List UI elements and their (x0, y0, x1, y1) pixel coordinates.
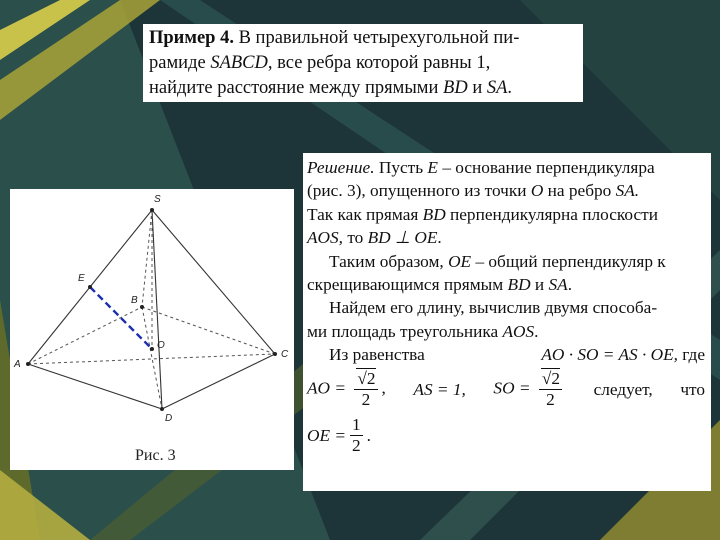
solution-text-span: то (347, 228, 364, 248)
area-equation: AO · SO = AS · OE, (541, 345, 678, 365)
so-fraction (539, 369, 562, 410)
line-bd: BD (443, 78, 468, 98)
values-row: AO = $\frac{√2}{2}$ , AS = 1, SO = $\frac{√2}{2}$ следует, что (307, 369, 705, 410)
denominator: 2 (546, 390, 555, 410)
label-c: C (281, 349, 289, 360)
label-a: A (14, 359, 21, 370)
point-s (150, 208, 154, 212)
ao-fraction (354, 369, 377, 410)
label-o: O (157, 340, 165, 351)
solution-text-span: перпендикулярна плоскости (450, 204, 658, 224)
solution-text-span: где (682, 345, 705, 365)
figure-card (10, 189, 294, 470)
solution-text-span: (рис. 3), опущенного из точки (307, 181, 527, 201)
ao-label: AO = (307, 378, 347, 398)
point-e (88, 285, 92, 289)
edge-sd (152, 210, 162, 409)
solution-text-span: Найдем его длину, вычислив двумя способа- (329, 298, 658, 318)
solution-text-span: . (366, 425, 371, 445)
pyramid-figure (10, 189, 294, 470)
point-b (140, 305, 144, 309)
problem-text: рамиде (149, 53, 206, 73)
sqrt-two: √2 (357, 369, 376, 389)
solution-label: Решение. (307, 158, 375, 177)
problem-label: Пример 4. (149, 28, 234, 48)
solution-text-span: на ребро (547, 181, 612, 201)
solution-text-span: Таким образом, (329, 251, 444, 271)
triangle-aos-ref: AOS (502, 321, 535, 341)
solution-text-span: . (534, 321, 539, 341)
solution-text-span: Пусть (378, 158, 424, 177)
edge-sc (152, 210, 275, 354)
oe-fraction (350, 415, 363, 456)
figure-caption: Рис. 3 (135, 447, 176, 464)
solution-text-span: . (567, 275, 573, 295)
result-row (307, 413, 705, 459)
edge-sb (142, 210, 152, 307)
line-bd-ref: BD (422, 204, 446, 224)
problem-text: В правильной четырехугольной пи- (238, 28, 520, 48)
line-bd-ref: BD (507, 275, 531, 295)
pyramid-name: SABCD (210, 53, 268, 73)
point-c (273, 352, 277, 356)
denominator: 2 (361, 390, 371, 410)
as-value: AS = 1, (413, 379, 466, 399)
solution-text-span: – общий перпендикуляр к (475, 251, 666, 271)
plane-aos-ref: AOS, (307, 228, 343, 248)
edge-dc (162, 354, 275, 409)
solution-text (303, 153, 711, 491)
problem-text: найдите расстояние между прямыми (149, 78, 439, 98)
edge-sa-ref: SA. (615, 181, 640, 201)
sqrt-two: √2 (541, 369, 560, 389)
label-s: S (154, 194, 161, 205)
perpendicular-statement: BD ⊥ OE (367, 228, 438, 248)
edge-ab (28, 307, 142, 364)
point-o-ref: O (530, 181, 544, 201)
edge-sa-ref: SA (548, 275, 568, 295)
denominator: 2 (352, 436, 361, 456)
point-a (26, 362, 30, 366)
solution-text-span: что (680, 379, 705, 399)
line-sa: SA (486, 78, 508, 98)
solution-text-span: и (534, 275, 545, 295)
label-b: B (131, 295, 138, 306)
segment-oe-ref: OE (448, 251, 472, 271)
solution-text-span: . (437, 228, 442, 248)
solution-text-span: следует, (593, 379, 653, 399)
label-e: E (78, 273, 85, 284)
point-o (150, 347, 154, 351)
solution-text-span: Так как прямая (307, 204, 419, 224)
solution-text-span: ми площадь треугольника (307, 321, 499, 341)
solution-text-span: – основание перпендикуляра (442, 158, 655, 177)
problem-text: , все ребра которой равны 1, (267, 53, 491, 73)
problem-text: и (472, 78, 483, 98)
solution-text-span: Из равенства (329, 345, 425, 365)
edge-ad (28, 364, 162, 409)
problem-statement (143, 24, 583, 102)
oe-label: OE = (307, 425, 347, 445)
so-label: SO = (493, 378, 531, 398)
point-e-ref: E (427, 158, 438, 177)
point-d (160, 407, 164, 411)
solution-text-span: скрещивающимся прямым (307, 275, 504, 295)
numerator: 1 (352, 415, 361, 435)
problem-text: . (507, 78, 513, 98)
label-d: D (165, 413, 173, 424)
